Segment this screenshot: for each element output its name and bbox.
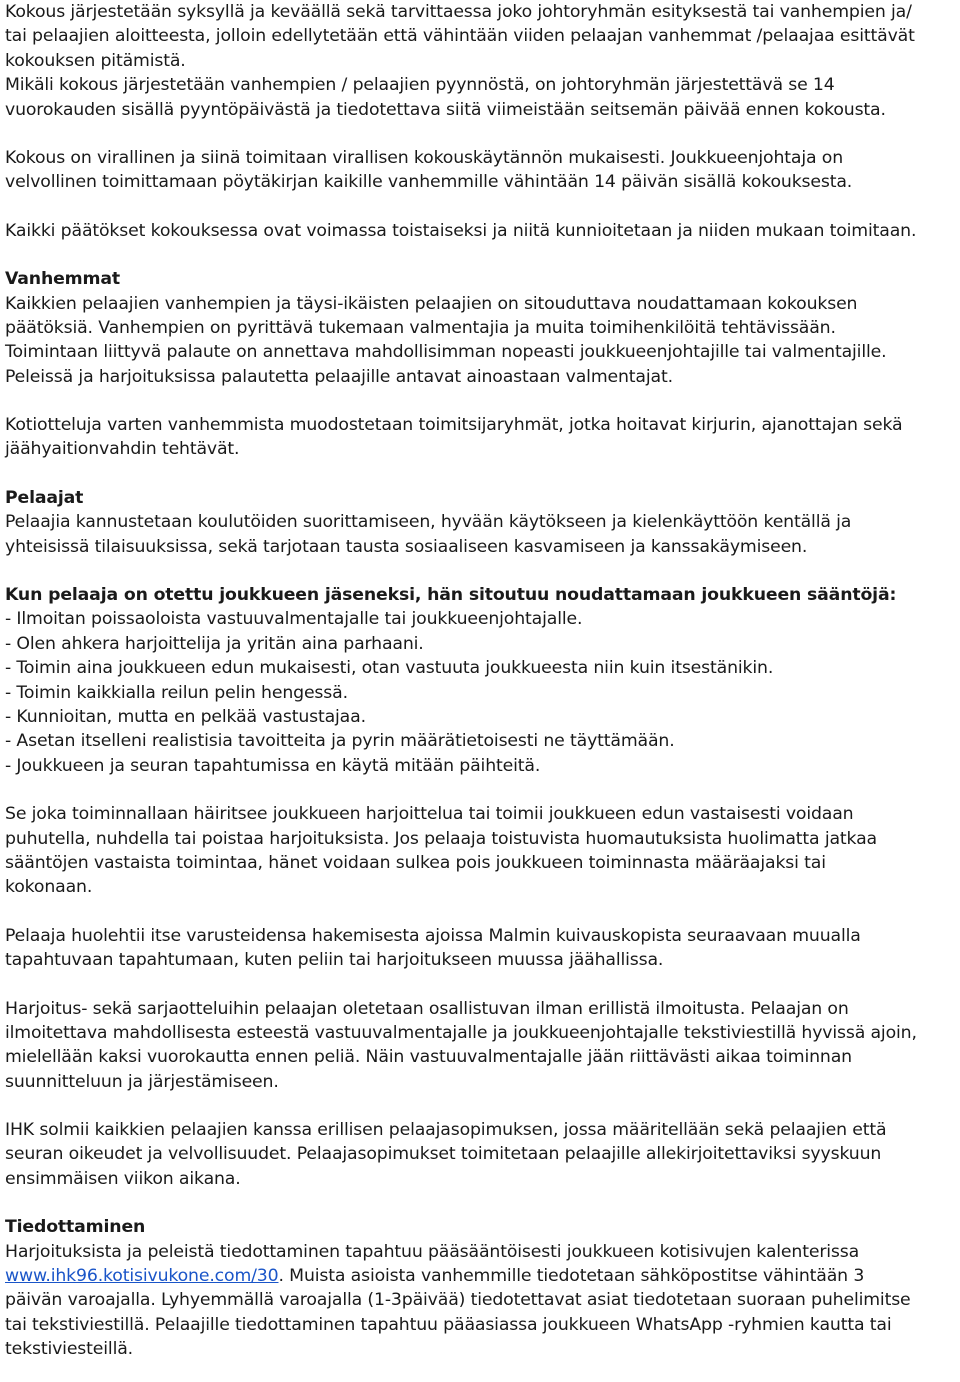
parents-heading: Vanhemmat: [5, 269, 121, 290]
communication-section: [5, 1215, 957, 1361]
text-line: Peleissä ja harjoituksissa palautetta pelaajille antavat ainoastaan valmentajat.: [5, 366, 673, 387]
equipment-paragraph: [5, 924, 957, 973]
text-line: sääntöjen vastaista toimintaa, hänet voidaan sulkea pois joukkueen toiminnasta määräajaksi tai: [5, 852, 826, 873]
list-item: - Toimin aina joukkueen edun mukaisesti, otan vastuuta joukkueesta niin kuin itsestänikin.: [5, 658, 774, 679]
text-line: tai tekstiviestillä. Pelaajille tiedottaminen tapahtuu pääasiassa joukkueen WhatsApp -ryhmien kautta tai: [5, 1314, 892, 1335]
text-line: Mikäli kokous järjestetään vanhempien / pelaajien pyynnöstä, on johtoryhmän järjestettävä se 14: [5, 75, 835, 96]
attendance-paragraph: [5, 997, 957, 1095]
text-line: tapahtuvaan tapahtumaan, kuten peliin tai harjoitukseen muussa jäähallissa.: [5, 950, 664, 971]
players-heading: Pelaajat: [5, 487, 84, 508]
list-item: - Asetan itselleni realistisia tavoitteita ja pyrin määrätietoisesti ne täyttämään.: [5, 731, 675, 752]
text-line: suunnitteluun ja järjestämiseen.: [5, 1071, 279, 1092]
players-section: [5, 486, 957, 559]
text-line: Se joka toiminnallaan häiritsee joukkueen harjoittelua tai toimii joukkueen edun vastaisesti voidaan: [5, 804, 854, 825]
list-item: - Olen ahkera harjoittelija ja yritän aina parhaani.: [5, 633, 424, 654]
text-line: päätöksiä. Vanhempien on pyrittävä tukemaan valmentajia ja muita toimihenkilöitä tehtävissään.: [5, 317, 836, 338]
text-line: puhutella, nuhdella tai poistaa harjoituksista. Jos pelaaja toistuvista huomautuksista huolimatta jatkaa: [5, 828, 877, 849]
text-line: Harjoitus- sekä sarjaotteluihin pelaajan oletetaan osallistuvan ilman erillistä ilmoitusta. Pelaajan on: [5, 998, 849, 1019]
list-item: - Joukkueen ja seuran tapahtumissa en käytä mitään päihteitä.: [5, 755, 541, 776]
text-line: Kokous on virallinen ja siinä toimitaan virallisen kokouskäytännön mukaisesti. Joukkueenjohtaja on: [5, 147, 844, 168]
text-line: Toimintaan liittyvä palaute on annettava mahdollisimman nopeasti joukkueenjohtajille tai valmentajille.: [5, 342, 887, 363]
document-page: [5, 0, 957, 1362]
text-line: Pelaaja huolehtii itse varusteidensa hakemisesta ajoissa Malmin kuivauskopista seuraavaan muualla: [5, 925, 861, 946]
contract-paragraph: [5, 1118, 957, 1191]
text-line: vuorokauden sisällä pyyntöpäivästä ja tiedotettava siitä viimeistään seitsemän päivää ennen kokousta.: [5, 99, 886, 120]
text-line: jäähyaitionvahdin tehtävät.: [5, 439, 240, 460]
text-line: Kaikkien pelaajien vanhempien ja täysi-ikäisten pelaajien on sitouduttava noudattamaan kokouksen: [5, 293, 858, 314]
text-line: kokonaan.: [5, 877, 93, 898]
home-games-paragraph: [5, 413, 957, 462]
meeting-intro-paragraph: [5, 0, 957, 122]
text-line: Kaikki päätökset kokouksessa ovat voimassa toistaiseksi ja niitä kunnioitetaan ja niiden mukaan toimitaan.: [5, 220, 917, 241]
team-rules-heading: Kun pelaaja on otettu joukkueen jäseneksi, hän sitoutuu noudattamaan joukkueen sääntöjä:: [5, 585, 897, 606]
text-line: [5, 1264, 957, 1288]
text-line: Kotiotteluja varten vanhemmista muodostetaan toimitsijaryhmät, jotka hoitavat kirjurin, ajanottajan sekä: [5, 415, 903, 436]
text-span: . Muista asioista vanhemmille tiedotetaan sähköpostitse vähintään 3: [278, 1266, 865, 1287]
text-line: mielellään kaksi vuorokautta ennen peliä. Näin vastuuvalmentajalle jään riittävästi aikaa toiminnan: [5, 1047, 852, 1068]
text-line: ensimmäisen viikon aikana.: [5, 1168, 241, 1189]
meeting-decisions-paragraph: [5, 219, 957, 243]
text-line: kokouksen pitämistä.: [5, 50, 186, 71]
communication-heading: Tiedottaminen: [5, 1217, 146, 1238]
text-line: ilmoitettava mahdollisesta esteestä vastuuvalmentajalle ja joukkueenjohtajalle tekstiviestillä hyvissä ajoin,: [5, 1022, 917, 1043]
disruption-paragraph: [5, 802, 957, 900]
meeting-official-paragraph: [5, 146, 957, 195]
text-line: tekstiviesteillä.: [5, 1339, 134, 1360]
team-website-link[interactable]: www.ihk96.kotisivukone.com/30: [5, 1266, 279, 1287]
text-line: velvollinen toimittamaan pöytäkirjan kaikille vanhemmille vähintään 14 päivän sisällä kokouksesta.: [5, 172, 853, 193]
list-item: - Ilmoitan poissaoloista vastuuvalmentajalle tai joukkueenjohtajalle.: [5, 609, 583, 630]
text-line: tai pelaajien aloitteesta, jolloin edellytetään että vähintään viiden pelaajan vanhemmat /pelaajaa esittävät: [5, 26, 915, 47]
list-item: - Toimin kaikkialla reilun pelin hengessä.: [5, 682, 348, 703]
parents-section: [5, 267, 957, 389]
team-rules-list: [5, 583, 957, 778]
list-item: - Kunnioitan, mutta en pelkää vastustajaa.: [5, 706, 366, 727]
text-line: seuran oikeudet ja velvollisuudet. Pelaajasopimukset toimitetaan pelaajille allekirjoitettaviksi syyskuun: [5, 1144, 882, 1165]
text-line: IHK solmii kaikkien pelaajien kanssa erillisen pelaajasopimuksen, jossa määritellään sekä pelaajien että: [5, 1120, 887, 1141]
text-line: Harjoituksista ja peleistä tiedottaminen tapahtuu pääsääntöisesti joukkueen kotisivujen kalenterissa: [5, 1241, 860, 1262]
text-line: Pelaajia kannustetaan koulutöiden suorittamiseen, hyvään käytökseen ja kielenkäyttöön kentällä ja: [5, 512, 852, 533]
text-line: Kokous järjestetään syksyllä ja keväällä sekä tarvittaessa joko johtoryhmän esityksestä tai vanhempien ja/: [5, 2, 912, 22]
text-line: yhteisissä tilaisuuksissa, sekä tarjotaan tausta sosiaaliseen kasvamiseen ja kanssakäymiseen.: [5, 536, 808, 557]
text-line: päivän varoajalla. Lyhyemmällä varoajalla (1-3päivää) tiedotettavat asiat tiedotetaan suoraan puhelimitse: [5, 1290, 911, 1311]
